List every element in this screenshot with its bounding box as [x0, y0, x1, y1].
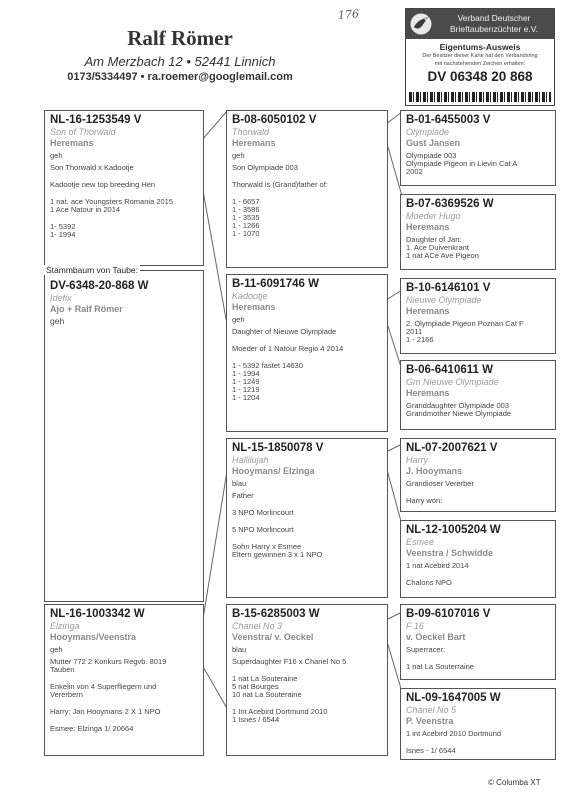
sdd-name: Gm Nieuwe Olympiade [406, 377, 499, 387]
dam-sire-box [226, 438, 388, 598]
sire-line: 1 Ace Natour in 2014 [50, 205, 121, 214]
dam-name: Elzinga [50, 621, 80, 631]
dam-dam-line: 10 nat La Souteraine [232, 690, 302, 699]
dss-line: Grandioser Vererber [406, 479, 474, 488]
ssd-box [400, 194, 556, 270]
sds-box [400, 278, 556, 354]
dam-ring: NL-16-1003342 W [50, 608, 145, 620]
sire-box [44, 110, 204, 266]
sss-name: Olympiade [406, 127, 450, 137]
dam-dam-line: 5 nat Bourges [232, 682, 279, 691]
dds-breeder: v. Oeckel Bart [406, 632, 466, 642]
dam-sire-line: Eltern gewinnen 3 x 1 NPO [232, 550, 323, 559]
sss-box [400, 110, 556, 186]
dam-dam-line: 1 Int Acebird Dortmund 2010 [232, 707, 328, 716]
sire-dam-line: Daughter of Nieuwe Olympiade [232, 327, 337, 336]
sire-dam-color: geh [232, 315, 245, 324]
sss-line: Olympiade 003 [406, 151, 457, 160]
software-credit: © Columba XT [488, 778, 541, 787]
dam-dam-line: 1 nat La Souteraine [232, 674, 298, 683]
dam-line: Esmee: Elzinga 1/ 20664 [50, 724, 134, 733]
dss-name: Harry [406, 455, 428, 465]
dam-sire-line: Sohn Harry x Esmee [232, 542, 302, 551]
dds-line: 1 nat La Souterraine [406, 662, 474, 671]
ddd-line: 1 int Acebird 2010 Dortmund [406, 729, 502, 738]
sire-name: Son of Thorwald [50, 127, 116, 137]
subject-box [44, 270, 204, 602]
sire-dam-name: Kadootje [232, 291, 268, 301]
sire-sire-ring: B-08-6050102 V [232, 114, 317, 126]
dam-sire-line: 3 NPO Morlincourt [232, 508, 294, 517]
ddd-box [400, 688, 556, 760]
dsd-ring: NL-12-1005204 W [406, 524, 501, 536]
sdd-breeder: Heremans [406, 388, 450, 398]
sire-dam-result: 1 - 1219 [232, 385, 260, 394]
dam-line: Harry: Jan Hooymans 2 X 1 NPO [50, 707, 161, 716]
sss-line: Olympiade Pigeon in Lievin Cat A [406, 159, 518, 168]
sire-dam-line: Moeder of 1 Natour Regio 4 2014 [232, 344, 344, 353]
dam-dam-name: Chanel No 3 [232, 621, 283, 631]
sire-line: Son Thorwald x Kadootje [50, 163, 134, 172]
pedigree-label: Stammbaum von Taube: [46, 265, 138, 275]
dam-sire-line: Father [232, 491, 254, 500]
ssd-ring: B-07-6369526 W [406, 198, 494, 210]
subject-name: Idefix [50, 293, 72, 303]
card-title: Eigentums-Ausweis [439, 42, 521, 52]
sire-dam-result: 1 - 1994 [232, 369, 260, 378]
ssd-name: Moeder Hugo [406, 211, 461, 221]
card-note-line1: Der Besitzer dieser Karte hat den Verbandsring [422, 53, 538, 59]
sire-color: geh [50, 151, 63, 160]
ssd-line: Daughter of Jan: [406, 235, 462, 244]
dam-line: Vererbern [50, 690, 83, 699]
card-note-line2: mit nachstehenden Zeichen erhalten: [434, 60, 526, 67]
dds-line: Superracer: [406, 645, 446, 654]
owner-contact: 0173/5334497 • ra.roemer@googlemail.com [67, 71, 293, 83]
dds-ring: B-09-6107016 V [406, 608, 491, 620]
sire-line: 1- 1994 [50, 230, 76, 239]
dam-dam-line: Superdaughter F16 x Chanel No 5 [232, 657, 347, 666]
ddd-line: Isnes - 1/ 6544 [406, 746, 456, 755]
dds-name: F 16 [406, 621, 424, 631]
card-org-line2: Brieftaubenzüchter e.V. [449, 24, 539, 34]
dsd-box [400, 520, 556, 598]
dam-color: geh [50, 645, 63, 654]
dss-ring: NL-07-2007621 V [406, 442, 498, 454]
sire-dam-result: 1 - 1249 [232, 377, 260, 386]
sss-ring: B-01-6455003 V [406, 114, 491, 126]
dam-sire-ring: NL-15-1850078 V [232, 442, 324, 454]
sire-dam-result: 1 - 5392 fastet 14630 [232, 361, 303, 370]
card-org-line1: Verband Deutscher [457, 13, 531, 23]
sire-sire-result: 1 - 3586 [232, 205, 260, 214]
dsd-line: Chalons NPO [406, 578, 452, 587]
dam-line: Enkelin von 4 Superfliegern und [50, 682, 157, 691]
dam-dam-ring: B-15-6285003 W [232, 608, 320, 620]
sire-ring: NL-16-1253549 V [50, 114, 142, 126]
dam-dam-color: blau [232, 645, 247, 654]
sire-sire-line: Thorwald is (Grand)father of: [232, 180, 328, 189]
ddd-ring: NL-09-1647005 W [406, 692, 501, 704]
sss-breeder: Gust Jansen [406, 138, 461, 148]
dam-box [44, 604, 204, 756]
sds-line: 2. Olympiade Pigeon Poznan Cat F [406, 319, 524, 328]
sdd-line: Granddaughter Olympiade 003 [406, 401, 509, 410]
dam-line: Mutter 772 2 Konkurs Regvb. 8019 [50, 657, 167, 666]
sss-line: 2002 [406, 167, 423, 176]
ssd-line: 1. Ace Duivenkrant [406, 243, 469, 252]
ddd-name: Chanel No 5 [406, 705, 457, 715]
subject-color: geh [50, 316, 65, 326]
sire-sire-result: 1 - 6657 [232, 197, 260, 206]
sds-line: 2011 [406, 327, 423, 336]
dam-sire-color: blau [232, 479, 247, 488]
sire-sire-result: 1 - 1266 [232, 221, 260, 230]
sds-name: Nieuwe Olympiade [406, 295, 482, 305]
sire-dam-result: 1 - 1204 [232, 393, 260, 402]
owner-address: Am Merzbach 12 • 52441 Linnich [84, 54, 276, 69]
dss-breeder: J. Hooymans [406, 466, 463, 476]
dam-line: Tauben [50, 665, 75, 674]
sire-sire-box [226, 110, 388, 268]
sire-sire-result: 1 - 1070 [232, 229, 260, 238]
sire-line: 1 nat. ace Youngsters Romania 2015 [50, 197, 174, 206]
sire-sire-breeder: Heremans [232, 138, 276, 148]
dsd-name: Esmee [406, 537, 435, 547]
dam-dam-box [226, 604, 388, 756]
sire-sire-color: geh [232, 151, 245, 160]
sire-sire-line: Son Olympiade 003 [232, 163, 298, 172]
dds-box [400, 604, 556, 680]
handwritten-mark: 176 [337, 7, 360, 22]
card-ring-number: DV 06348 20 868 [427, 69, 533, 84]
sire-dam-breeder: Heremans [232, 302, 276, 312]
dam-dam-breeder: Veenstra/ v. Oeckel [232, 632, 314, 642]
sire-sire-result: 1 - 3535 [232, 213, 260, 222]
owner-name: Ralf Römer [127, 26, 233, 50]
sdd-box [400, 360, 556, 430]
ssd-line: 1 nat ACe Ave Pigeon [406, 251, 479, 260]
sire-breeder: Heremans [50, 138, 94, 148]
sire-dam-ring: B-11-6091746 W [232, 278, 319, 290]
dam-sire-name: Hallilujah [232, 455, 269, 465]
sds-line: 1 - 2166 [406, 335, 434, 344]
dam-breeder: Hooymans/Veenstra [50, 632, 137, 642]
ssd-breeder: Heremans [406, 222, 450, 232]
sds-ring: B-10-6146101 V [406, 282, 491, 294]
dss-box [400, 438, 556, 512]
sds-breeder: Heremans [406, 306, 450, 316]
sire-line: Kadootje new top breeding Hen [50, 180, 156, 189]
sire-sire-name: Thorwald [232, 127, 270, 137]
sdd-line: Grandmother Niewe Olympiade [406, 409, 512, 418]
sire-dam-box [226, 274, 388, 432]
subject-breeder: Ajo + Ralf Römer [50, 304, 123, 314]
sdd-ring: B-06-6410611 W [406, 364, 493, 376]
dsd-breeder: Veenstra / Schwidde [406, 548, 494, 558]
sire-line: 1- 5392 [50, 222, 76, 231]
dam-sire-breeder: Hooymans/ Elzinga [232, 466, 315, 476]
dss-line: Harry won: [406, 496, 443, 505]
dam-dam-line: 1 Isnes / 6544 [232, 715, 280, 724]
dam-sire-line: 5 NPO Morlincourt [232, 525, 294, 534]
subject-ring: DV-6348-20-868 W [50, 280, 149, 292]
ddd-breeder: P. Veenstra [406, 716, 454, 726]
dsd-line: 1 nat Acebird 2014 [406, 561, 469, 570]
